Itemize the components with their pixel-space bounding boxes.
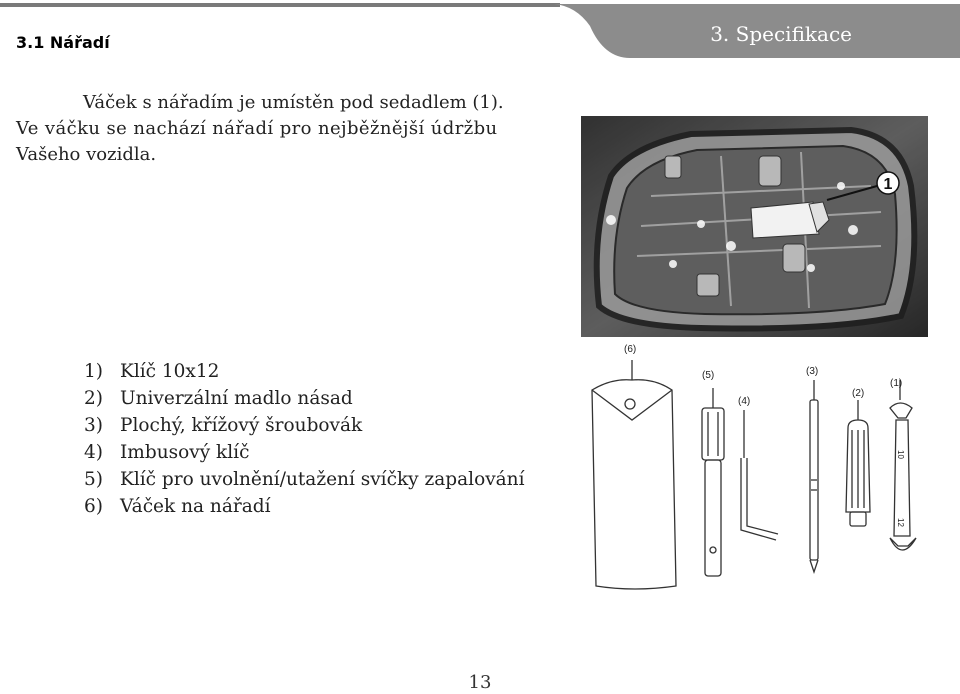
tool-list-label: Univerzální madlo násad xyxy=(120,388,353,409)
section-title: 3.1 Nářadí xyxy=(16,33,110,52)
hex-key-drawing xyxy=(741,410,778,540)
header-rule xyxy=(0,3,560,7)
tool-list-number: 2) xyxy=(84,388,103,409)
tool-list-label: Imbusový klíč xyxy=(120,442,250,463)
tool-list-label: Váček na nářadí xyxy=(120,496,271,517)
chapter-tab xyxy=(520,0,960,62)
screwdriver-drawing xyxy=(810,380,818,572)
tool-list-item xyxy=(84,412,525,439)
tools-label-5: (5) xyxy=(702,370,715,381)
intro-line-2: Ve váčku se nachází nářadí pro nejběžnější údržbu xyxy=(16,118,498,139)
tool-list-number: 3) xyxy=(84,415,103,436)
tool-list-label: Plochý, křížový šroubovák xyxy=(120,415,363,436)
tool-list-label: Klíč pro uvolnění/utažení svíčky zapalování xyxy=(120,469,525,490)
tool-list-item xyxy=(84,358,525,385)
spark-plug-wrench-drawing xyxy=(702,388,724,576)
tool-list-number: 4) xyxy=(84,442,103,463)
tools-label-3: (3) xyxy=(806,366,819,377)
wrench-size-12: 12 xyxy=(896,518,905,527)
page-number: 13 xyxy=(468,672,492,693)
tools-label-1: (1) xyxy=(890,378,903,389)
tool-list-item xyxy=(84,439,525,466)
tools-label-6: (6) xyxy=(624,344,637,355)
tools-label-4: (4) xyxy=(738,396,751,407)
tool-list-item xyxy=(84,493,525,520)
tool-list xyxy=(84,358,525,520)
wrench-size-10: 10 xyxy=(896,450,905,459)
universal-handle-drawing xyxy=(846,400,870,526)
intro-paragraph xyxy=(16,90,556,168)
photo-callout-label: 1 xyxy=(883,176,893,193)
tool-pouch-drawing xyxy=(592,360,676,589)
intro-line-3: Vašeho vozidla. xyxy=(16,144,157,165)
tool-list-item xyxy=(84,385,525,412)
under-seat-photo xyxy=(581,116,928,337)
tool-list-number: 5) xyxy=(84,469,103,490)
tool-list-number: 1) xyxy=(84,361,103,382)
tool-list-number: 6) xyxy=(84,496,103,517)
chapter-tab-label: 3. Specifikace xyxy=(710,22,852,46)
intro-line-1: Váček s nářadím je umístěn pod sedadlem (1). xyxy=(83,92,504,113)
tools-label-2: (2) xyxy=(852,388,865,399)
tool-list-item xyxy=(84,466,525,493)
tools-illustration xyxy=(578,340,938,600)
tool-list-label: Klíč 10x12 xyxy=(120,361,220,382)
